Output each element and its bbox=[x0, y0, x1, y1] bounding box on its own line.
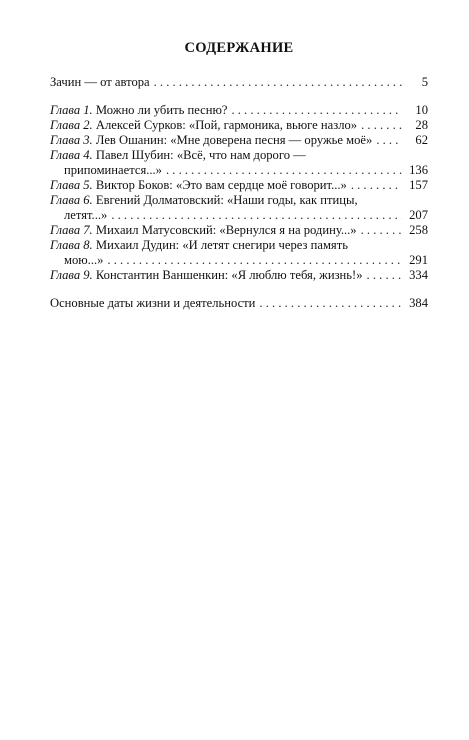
toc-entry-title: Зачин — от автора bbox=[50, 75, 150, 89]
dot-leader bbox=[231, 103, 402, 118]
toc-entry-title: Виктор Боков: «Это вам сердце моё говорит...» bbox=[95, 178, 347, 192]
toc-page-number: 157 bbox=[409, 178, 428, 192]
dot-leader bbox=[351, 178, 402, 193]
toc-entry-chapter-1[interactable] bbox=[50, 103, 428, 118]
toc-page-number: 384 bbox=[409, 296, 428, 310]
toc-page-number: 28 bbox=[415, 118, 428, 132]
toc-entry-title-continued: мою...» bbox=[64, 253, 104, 267]
page-title: СОДЕРЖАНИЕ bbox=[184, 40, 294, 56]
toc-entry-intro[interactable] bbox=[50, 75, 428, 90]
dot-leader bbox=[107, 253, 402, 268]
toc-page-number: 10 bbox=[415, 103, 428, 117]
dot-leader bbox=[361, 223, 402, 238]
table-of-contents bbox=[50, 75, 428, 311]
dot-leader bbox=[154, 75, 402, 90]
dot-leader bbox=[259, 296, 402, 311]
dot-leader bbox=[376, 133, 402, 148]
toc-page-number: 207 bbox=[409, 208, 428, 222]
dot-leader bbox=[367, 268, 402, 283]
toc-page bbox=[50, 0, 428, 740]
toc-entry-title: Евгений Долматовский: «Наши годы, как птицы, bbox=[95, 193, 358, 207]
chapter-label: Глава 2. bbox=[50, 118, 93, 132]
toc-entry-chapter-2[interactable] bbox=[50, 118, 428, 133]
toc-entry-chapter-4[interactable] bbox=[50, 148, 428, 178]
chapter-label: Глава 6. bbox=[50, 193, 93, 207]
toc-entry-chronology[interactable] bbox=[50, 296, 428, 311]
toc-page-number: 258 bbox=[409, 223, 428, 237]
toc-entry-chapter-8[interactable] bbox=[50, 238, 428, 268]
toc-entry-title: Михаил Дудин: «И летят снегири через память bbox=[95, 238, 348, 252]
toc-page-number: 136 bbox=[409, 163, 428, 177]
chapter-label: Глава 8. bbox=[50, 238, 93, 252]
toc-page-number: 62 bbox=[415, 133, 428, 147]
toc-entry-title: Константин Ваншенкин: «Я люблю тебя, жизнь!» bbox=[95, 268, 363, 282]
dot-leader bbox=[166, 163, 402, 178]
chapter-label: Глава 7. bbox=[50, 223, 93, 237]
toc-entry-chapter-3[interactable] bbox=[50, 133, 428, 148]
dot-leader bbox=[111, 208, 402, 223]
toc-page-number: 291 bbox=[409, 253, 428, 267]
toc-entry-title: Основные даты жизни и деятельности bbox=[50, 296, 256, 310]
dot-leader bbox=[361, 118, 402, 133]
toc-entry-title: Можно ли убить песню? bbox=[95, 103, 228, 117]
toc-page-number: 334 bbox=[409, 268, 428, 282]
toc-entry-chapter-9[interactable] bbox=[50, 268, 428, 283]
toc-entry-title: Михаил Матусовский: «Вернулся я на родину...» bbox=[95, 223, 357, 237]
chapter-label: Глава 3. bbox=[50, 133, 93, 147]
toc-entry-title: Лев Ошанин: «Мне доверена песня — оружье моё» bbox=[95, 133, 373, 147]
toc-entry-title-continued: летят...» bbox=[64, 208, 108, 222]
toc-entry-title: Павел Шубин: «Всё, что нам дорого — bbox=[95, 148, 306, 162]
toc-entry-chapter-6[interactable] bbox=[50, 193, 428, 223]
toc-entry-title-continued: припоминается...» bbox=[64, 163, 162, 177]
toc-entry-chapter-5[interactable] bbox=[50, 178, 428, 193]
chapter-label: Глава 9. bbox=[50, 268, 93, 282]
chapter-label: Глава 4. bbox=[50, 148, 93, 162]
toc-page-number: 5 bbox=[421, 75, 428, 89]
chapter-label: Глава 5. bbox=[50, 178, 93, 192]
toc-entry-title: Алексей Сурков: «Пой, гармоника, вьюге назло» bbox=[95, 118, 358, 132]
toc-entry-chapter-7[interactable] bbox=[50, 223, 428, 238]
chapter-label: Глава 1. bbox=[50, 103, 93, 117]
